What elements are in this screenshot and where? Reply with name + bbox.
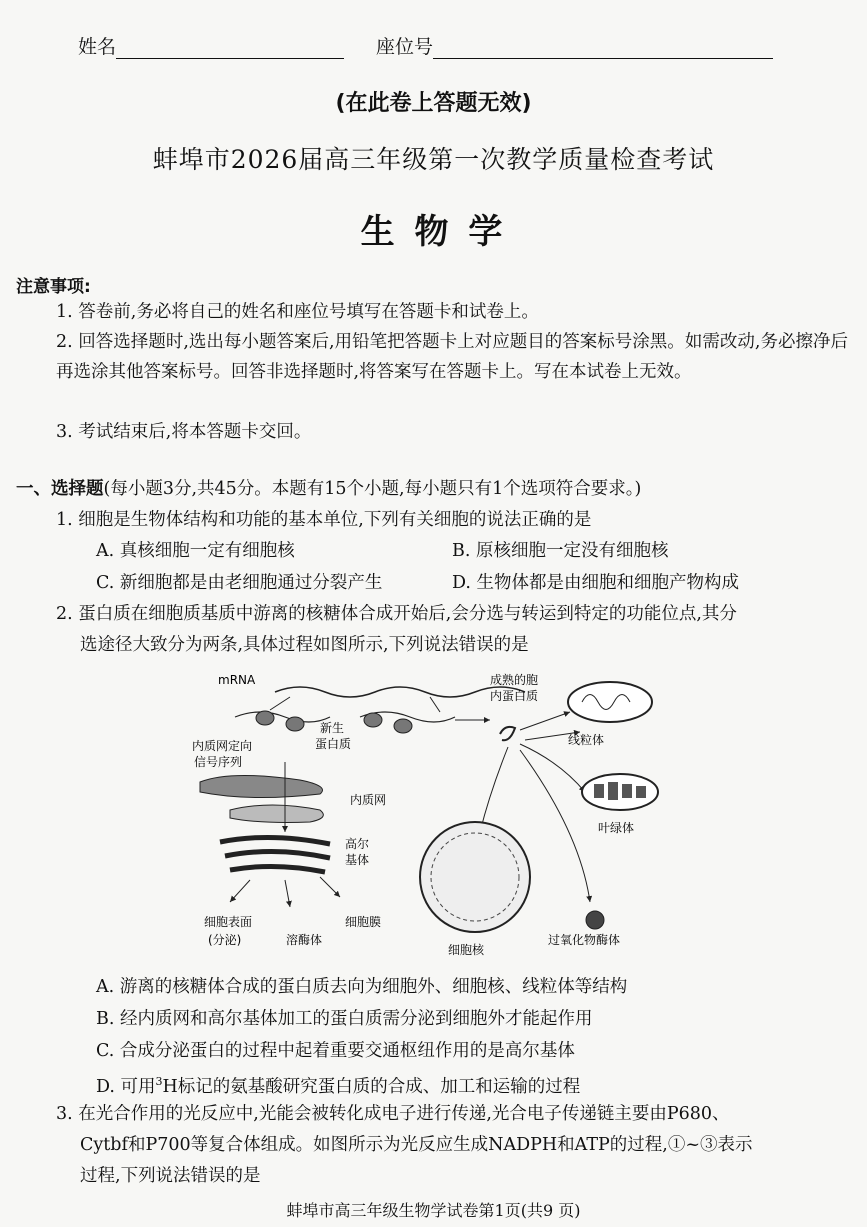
folded-protein — [500, 727, 515, 740]
q2-option-d: D. 可用$^3$H标记的氨基酸研究蛋白质的合成、加工和运输的过程 — [96, 1075, 581, 1097]
q1-option-c: C. 新细胞都是由老细胞通过分裂产生 — [96, 573, 383, 593]
mrna-strand — [275, 687, 525, 697]
name-field — [78, 32, 344, 59]
q2-option-a: A. 游离的核糖体合成的蛋白质去向为细胞外、细胞核、线粒体等结构 — [96, 977, 628, 997]
q1-option-b: B. 原核细胞一定没有细胞核 — [452, 541, 669, 561]
nucleus — [420, 822, 530, 932]
new-protein-label-2: 蛋白质 — [315, 737, 352, 751]
q2-option-c: C. 合成分泌蛋白的过程中起着重要交通枢纽作用的是高尔基体 — [96, 1041, 575, 1061]
golgi-label-2: 基体 — [345, 853, 370, 867]
mito-label: 线粒体 — [568, 733, 605, 747]
q3-line1: 3. 在光合作用的光反应中,光能会被转化成电子进行传递,光合电子传递链主要由P680、 — [56, 1104, 730, 1124]
section-title: 一、选择题 — [16, 479, 104, 499]
instructions-heading: 注意事项: — [16, 277, 91, 297]
q2-stem-line1: 2. 蛋白质在细胞质基质中游离的核糖体合成开始后,会分选与转运到特定的功能位点,其分 — [56, 604, 737, 624]
name-label: 姓名 — [78, 36, 117, 58]
membrane-label: 细胞膜 — [345, 915, 382, 929]
er-label: 内质网 — [350, 793, 387, 807]
cell-surface-label: 细胞表面 — [204, 915, 253, 929]
mitochondrion — [568, 682, 652, 722]
mrna-label: mRNA — [218, 673, 256, 687]
ribosome — [394, 719, 412, 733]
er-signal-label-2: 信号序列 — [194, 755, 243, 769]
chloroplast — [582, 774, 658, 810]
golgi-label: 高尔 — [345, 837, 370, 851]
er-signal-label: 内质网定向 — [192, 739, 253, 753]
mature-label-2: 内蛋白质 — [490, 689, 539, 703]
instruction-item-1: 1. 答卷前,务必将自己的姓名和座位号填写在答题卡和试卷上。 — [56, 302, 539, 322]
page-footer: 蚌埠市高三年级生物学试卷第1页(共9 页) — [286, 1201, 581, 1220]
q1-stem: 1. 细胞是生物体结构和功能的基本单位,下列有关细胞的说法正确的是 — [56, 510, 592, 530]
instruction-item-3: 3. 考试结束后,将本答题卡交回。 — [56, 422, 312, 442]
mature-label: 成熟的胞 — [490, 673, 539, 687]
seat-label: 座位号 — [376, 36, 434, 58]
arrow-down-left — [270, 697, 290, 710]
arrow-down-right — [430, 697, 440, 712]
nucleus-label: 细胞核 — [448, 943, 485, 957]
chloro-label: 叶绿体 — [598, 821, 635, 835]
er-membrane — [200, 775, 323, 797]
q2-stem-line2: 选途径大致分为两条,具体过程如图所示,下列说法错误的是 — [80, 635, 529, 655]
exam-title: 蚌埠市2026届高三年级第一次教学质量检查考试 — [152, 145, 715, 174]
seat-field — [376, 32, 773, 59]
cell-surface-label-2: (分泌) — [208, 933, 242, 947]
peroxisome-label: 过氧化物酶体 — [548, 933, 621, 947]
peroxisome — [586, 911, 604, 929]
q1-option-d: D. 生物体都是由细胞和细胞产物构成 — [452, 573, 740, 593]
section-heading — [16, 477, 641, 501]
ribosome — [256, 711, 274, 725]
protein-sorting-figure — [190, 662, 680, 962]
q3-line2: Cytbf和P700等复合体组成。如图所示为光反应生成NADPH和ATP的过程,①~③表示 — [80, 1135, 753, 1155]
lysosome-label: 溶酶体 — [286, 933, 323, 947]
seat-blank — [433, 36, 773, 59]
q1-option-a: A. 真核细胞一定有细胞核 — [96, 541, 295, 561]
name-blank — [116, 36, 344, 59]
ribosome — [364, 713, 382, 727]
section-desc: (每小题3分,共45分。本题有15个小题,每小题只有1个选项符合要求。) — [103, 479, 642, 499]
q3-line3: 过程,下列说法错误的是 — [80, 1166, 261, 1186]
q2-option-b: B. 经内质网和高尔基体加工的蛋白质需分泌到细胞外才能起作用 — [96, 1009, 593, 1029]
new-protein-label: 新生 — [320, 721, 345, 735]
notice-invalid: (在此卷上答题无效) — [335, 91, 532, 116]
ribosome — [286, 717, 304, 731]
instruction-item-2: 2. 回答选择题时,选出每小题答案后,用铅笔把答题卡上对应题目的答案标号涂黑。如需改动,务必擦净后再选涂其他答案标号。回答非选择题时,将答案写在答题卡上。写在本试卷上无效。 — [56, 332, 848, 382]
subject-title: 生 物 学 — [360, 212, 507, 252]
